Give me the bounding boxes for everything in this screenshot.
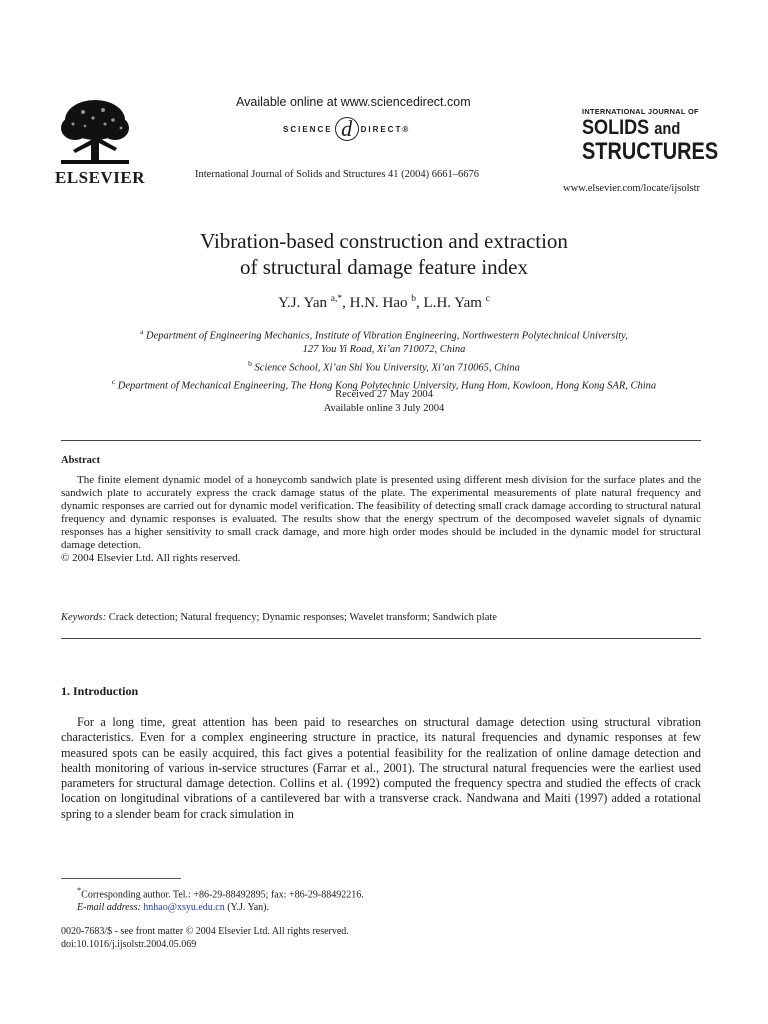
available-online-text[interactable]: Available online at www.sciencedirect.com bbox=[236, 95, 471, 109]
author-affil-marker[interactable]: b bbox=[411, 294, 417, 304]
abstract-body: The finite element dynamic model of a honeycomb sandwich plate is presented using different mesh division for the surface plates and the sandwich plate to accurately express the crack damage status of the plate. The experimental measurements of plate natural frequency and dynamic responses are carried out for dynamic model verification. The feasibility of detecting small crack damage according to structural natural frequency and dynamic responses is evaluated. The results show that the energy spectrum of the decomposed wavelet signals of dynamic responses has a higher sensitivity to small crack damage, and more high order modes should be included in the dynamic model for structural damage detection. bbox=[61, 474, 701, 551]
journal-logo-solids: SOLIDS bbox=[582, 116, 650, 140]
footnote-corresponding bbox=[61, 884, 364, 901]
elsevier-tree-icon bbox=[55, 98, 135, 168]
email-link[interactable]: hnhao@xsyu.edu.cn bbox=[143, 902, 225, 914]
affil-b-line: Science School, Xi’an Shi You University, Xi’an 710065, China bbox=[254, 362, 520, 373]
author-name: Y.J. Yan bbox=[278, 295, 328, 311]
affiliation-a bbox=[0, 325, 768, 343]
footnote-email bbox=[61, 901, 364, 914]
journal-url-link[interactable]: www.elsevier.com/locate/ijsolstr bbox=[563, 183, 700, 194]
doi-link[interactable]: doi:10.1016/j.ijsolstr.2004.05.069 bbox=[61, 939, 197, 950]
affil-marker: b bbox=[248, 358, 252, 368]
keywords bbox=[61, 612, 701, 623]
divider bbox=[61, 638, 701, 639]
author-name: H.N. Hao bbox=[349, 295, 408, 311]
affil-marker: a bbox=[140, 327, 144, 336]
title-line-2: of structural damage feature index bbox=[239, 255, 529, 279]
author-list: Y.J. Yan $^{a,*}$, H.N. Hao $^b$, L.H. Yam $^c$ bbox=[278, 294, 490, 311]
affiliation-b bbox=[0, 357, 768, 375]
title-line-1: Vibration-based construction and extraction bbox=[200, 229, 568, 253]
author-affil-marker[interactable]: a,* bbox=[330, 294, 343, 304]
author-name: L.H. Yam bbox=[423, 295, 482, 311]
article-dates bbox=[0, 388, 768, 415]
publisher-name: ELSEVIER bbox=[55, 168, 145, 187]
journal-logo-line1: INTERNATIONAL JOURNAL OF bbox=[582, 107, 699, 116]
email-owner: (Y.J. Yan). bbox=[227, 902, 269, 914]
journal-logo-line3: STRUCTURES bbox=[582, 138, 719, 166]
article-title bbox=[0, 228, 768, 280]
affiliations bbox=[0, 325, 768, 393]
sciencedirect-left: SCIENCE bbox=[283, 124, 333, 134]
footnote-divider bbox=[61, 878, 181, 879]
sciencedirect-right: DIRECT® bbox=[360, 124, 411, 134]
author-affil-marker[interactable]: c bbox=[485, 294, 490, 304]
keywords-label: Keywords: bbox=[61, 612, 107, 623]
footnote-marker: * bbox=[77, 886, 82, 895]
footnote bbox=[61, 884, 364, 914]
journal-logo-and: and bbox=[654, 119, 681, 139]
affil-a-line1: Department of Engineering Mechanics, Institute of Vibration Engineering, Northwestern Polytechnical University, bbox=[146, 330, 628, 342]
abstract-copyright: © 2004 Elsevier Ltd. All rights reserved. bbox=[61, 552, 241, 564]
available-date: Available online 3 July 2004 bbox=[323, 402, 445, 414]
sciencedirect-logo[interactable] bbox=[283, 117, 410, 141]
introduction-body: For a long time, great attention has been paid to researches on structural damage detection using structural vibration characteristics. Even for a complex engineering structure in practice, its natural frequencies and dynamic responses at few measured spots can be easily acquired, this fact gives a potential feasibility for the realization of online damage detection and health monitoring of various in-service structures (Farrar et al., 2001). The structural natural frequencies were the earliest used parameters for structural damage detection. Collins et al. (1992) computed the frequency spectra and studied the effects of crack location on longitudinal vibrations of a cantilevered bar with a transverse crack. Nandwana and Maiti (1997) added a rotational spring to a slender beam for crack simulation in bbox=[61, 715, 701, 821]
abstract-heading: Abstract bbox=[61, 455, 101, 466]
section-heading: 1. Introduction bbox=[61, 684, 139, 698]
issn-line: 0020-7683/$ - see front matter © 2004 Elsevier Ltd. All rights reserved. bbox=[61, 926, 349, 937]
abstract bbox=[61, 474, 701, 565]
received-date: Received 27 May 2004 bbox=[335, 389, 433, 400]
sciencedirect-d-icon: d bbox=[335, 117, 359, 141]
journal-logo bbox=[582, 107, 719, 166]
journal-citation: International Journal of Solids and Structures 41 (2004) 6661–6676 bbox=[195, 169, 480, 180]
affil-c-line: Department of Mechanical Engineering, The Hong Kong Polytechnic University, Hung Hom, Kowloon, Hong Kong SAR, China bbox=[117, 380, 657, 391]
keywords-list: Crack detection; Natural frequency; Dynamic responses; Wavelet transform; Sandwich plate bbox=[108, 612, 497, 623]
front-matter bbox=[61, 925, 349, 951]
corresponding-author-text: Corresponding author. Tel.: +86-29-88492895; fax: +86-29-88492216. bbox=[81, 889, 364, 901]
affiliation-a-line2: 127 You Yi Road, Xi’an 710072, China bbox=[302, 344, 466, 355]
email-label: E-mail address: bbox=[77, 902, 141, 914]
divider bbox=[61, 440, 701, 441]
affil-marker: c bbox=[111, 376, 116, 386]
journal-logo-line2 bbox=[582, 117, 690, 138]
elsevier-logo bbox=[55, 98, 145, 188]
